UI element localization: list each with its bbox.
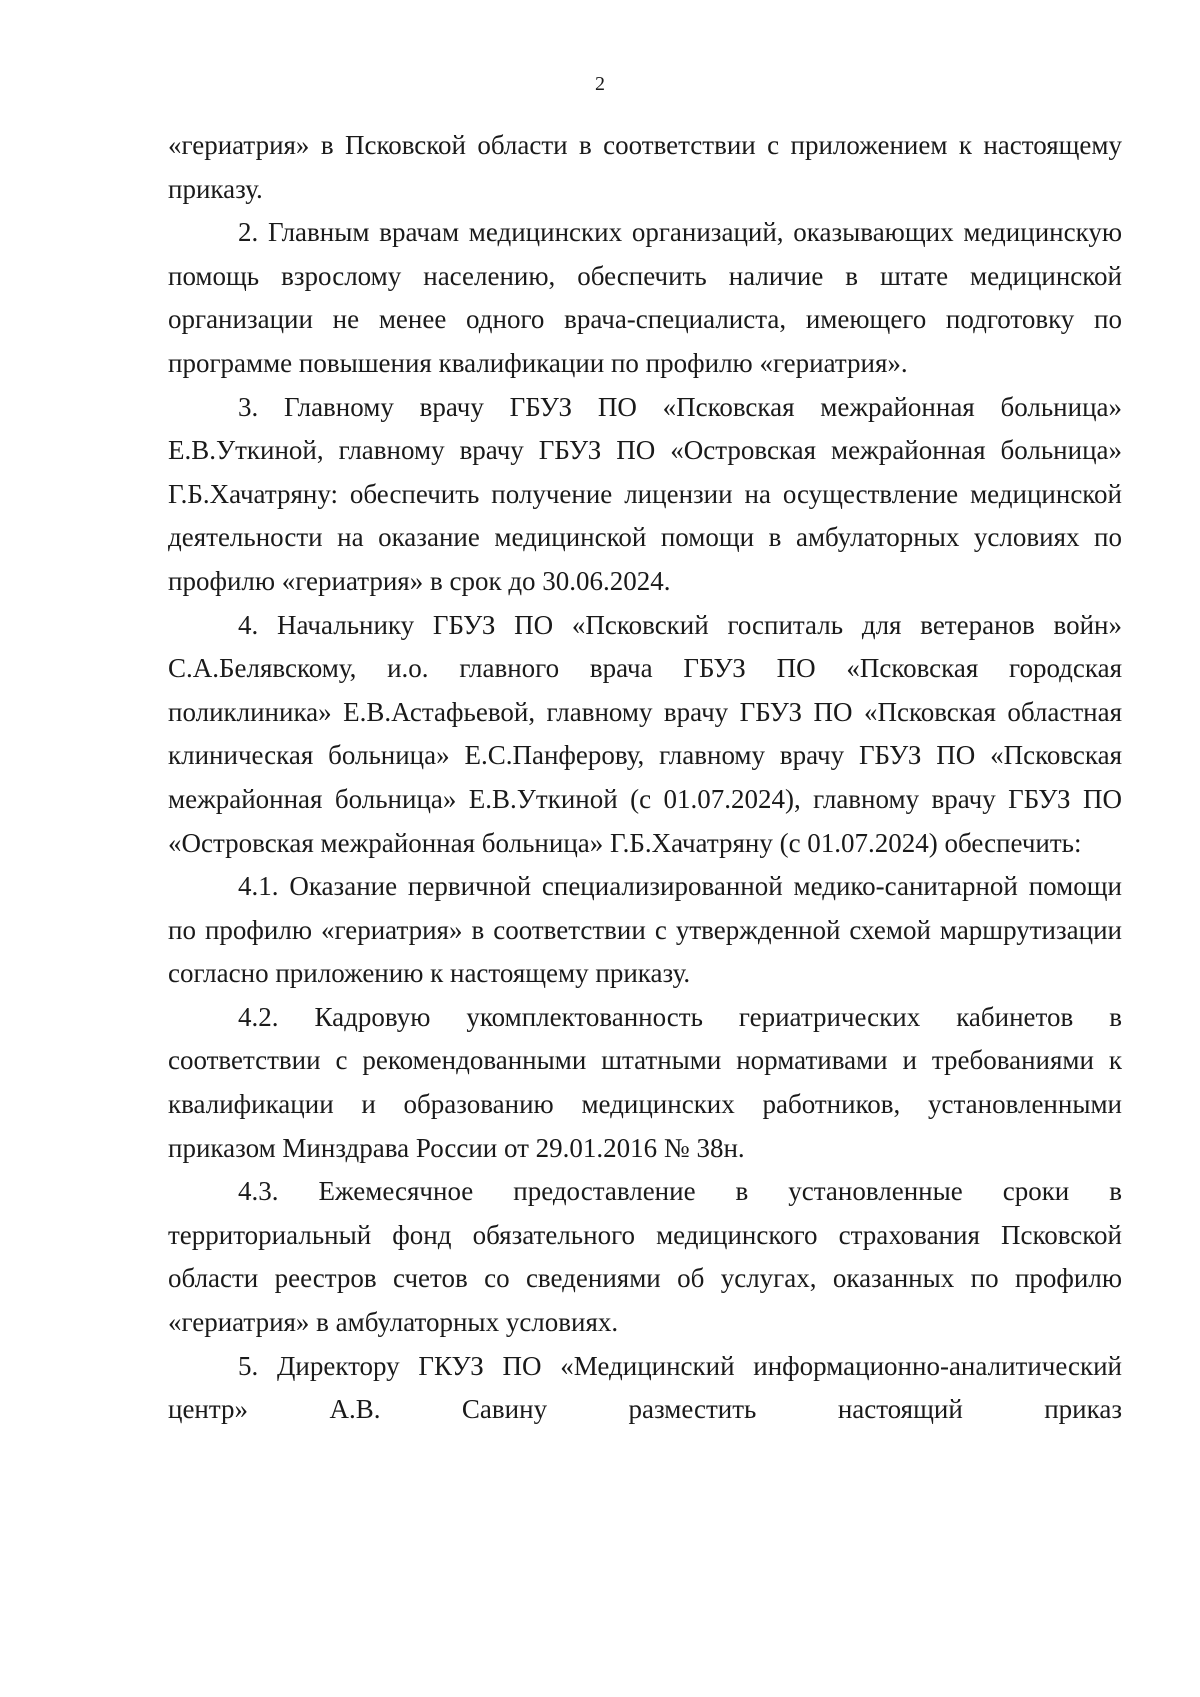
paragraph-item-4: 4. Начальнику ГБУЗ ПО «Псковский госпиталь для ветеранов войн» С.А.Белявскому, и.о. главного врача ГБУЗ ПО «Псковская городская поликлиника» Е.В.Астафьевой, главному врачу ГБУЗ ПО «Псковская областная клиническая больница» Е.С.Панферову, главному врачу ГБУЗ ПО «Псковская межрайонная больница» Е.В.Уткиной (с 01.07.2024), главному врачу ГБУЗ ПО «Островская межрайонная больница» Г.Б.Хачатряну (с 01.07.2024) обеспечить: — [168, 609, 1122, 858]
paragraph-item-5: 5. Директору ГКУЗ ПО «Медицинский информационно-аналитический центр» А.В. Савину разместить настоящий приказ — [168, 1350, 1122, 1425]
page-number: 2 — [595, 73, 605, 95]
paragraph-item-4-3: 4.3. Ежемесячное предоставление в установленные сроки в территориальный фонд обязательного медицинского страхования Псковской области реестров счетов со сведениями об услугах, оказанных по профилю «гериатрия» в амбулаторных условиях. — [168, 1176, 1122, 1338]
paragraph-continuation: «гериатрия» в Псковской области в соответствии с приложением к настоящему приказу. — [168, 130, 1122, 204]
paragraph-item-4-2: 4.2. Кадровую укомплектованность гериатрических кабинетов в соответствии с рекомендованными штатными нормативами и требованиями к квалификации и образованию медицинских работников, установленными приказом Минздрава России от 29.01.2016 № 38н. — [168, 1001, 1122, 1163]
paragraph-item-3: 3. Главному врачу ГБУЗ ПО «Псковская межрайонная больница» Е.В.Уткиной, главному врачу ГБУЗ ПО «Островская межрайонная больница» Г.Б.Хачатряну: обеспечить получение лицензии на осуществление медицинской деятельности на оказание медицинской помощи в амбулаторных условиях по профилю «гериатрия» в срок до 30.06.2024. — [168, 391, 1122, 596]
paragraph-item-2: 2. Главным врачам медицинских организаций, оказывающих медицинскую помощь взрослому населению, обеспечить наличие в штате медицинской организации не менее одного врача-специалиста, имеющего подготовку по программе повышения квалификации по профилю «гериатрия». — [168, 217, 1122, 378]
paragraph-item-4-1: 4.1. Оказание первичной специализированной медико-санитарной помощи по профилю «гериатрия» в соответствии с утвержденной схемой маршрутизации согласно приложению к настоящему приказу. — [168, 871, 1122, 989]
document-body — [168, 124, 1122, 1432]
